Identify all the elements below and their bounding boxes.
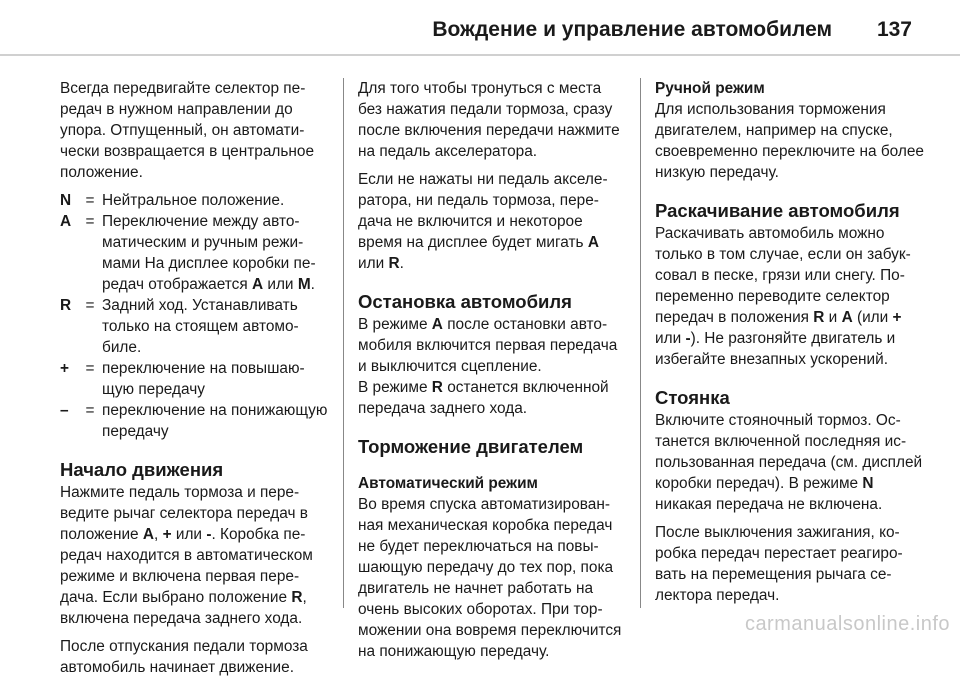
text-run: или bbox=[171, 526, 207, 543]
definition-equals: = bbox=[85, 213, 95, 230]
definition-text bbox=[102, 211, 328, 295]
definition-key: – bbox=[60, 402, 69, 419]
rocking-paragraph bbox=[655, 223, 925, 370]
definition-key: R bbox=[60, 297, 72, 314]
text-run: . Коробка передач находится в автоматическом режиме и включена первая передача. Если выбрано положение bbox=[60, 526, 313, 606]
column-1 bbox=[60, 78, 328, 685]
definition-equals: = bbox=[85, 360, 95, 377]
release-brake-paragraph: После отпускания педали тормоза автомобиль начинает движение. bbox=[60, 638, 308, 676]
text-run: Если не нажаты ни педаль акселератора, ни педаль тормоза, передача не включится и некоторое время на дисплее будет мигать bbox=[358, 171, 608, 251]
heading-stopping: Остановка автомобиля bbox=[358, 291, 572, 312]
heading-start-driving: Начало движения bbox=[60, 459, 224, 480]
parking-paragraph bbox=[655, 410, 925, 515]
column-2 bbox=[358, 78, 626, 669]
text-run: В режиме bbox=[358, 379, 432, 396]
text-run: Раскачивать автомобиль можно только в том случае, если он забуксовал в песке, грязи или снегу. Попеременно переводите селектор передач в положения bbox=[655, 225, 911, 326]
page-number: 137 bbox=[876, 18, 912, 41]
text-run: Нажмите педаль тормоза и переведите рычаг селектора передач в положение bbox=[60, 484, 308, 543]
definition-row-plus bbox=[60, 358, 328, 400]
bold-run: A bbox=[142, 526, 155, 543]
bold-run: R bbox=[431, 379, 443, 396]
header-divider bbox=[0, 54, 960, 56]
heading-parking: Стоянка bbox=[655, 387, 730, 408]
automatic-mode-paragraph: Во время спуска автоматизированная механическая коробка передач не будет переключаться на повышающую передачу до тех пор, пока двигатель не начнет работать на очень высоких оборотах. При торможении она вовремя переключится на понижающую передачу. bbox=[358, 496, 622, 660]
text-run: после остановки автомобиля включится первая передача и выключится сцепление. bbox=[358, 316, 618, 375]
blinking-display-paragraph bbox=[358, 169, 626, 274]
bold-run: A bbox=[587, 234, 599, 251]
heading-rocking: Раскачивание автомобиля bbox=[655, 200, 900, 221]
definition-row-minus bbox=[60, 400, 328, 442]
text-run: Переключение между автоматическим и ручным режимами На дисплее коробки передач отображается bbox=[102, 213, 316, 293]
bold-run: A bbox=[251, 276, 264, 293]
text-run: В режиме bbox=[358, 316, 432, 333]
manual-mode-paragraph: Для использования торможения двигателем, например на спуске, своевременно переключите на более низкую передачу. bbox=[655, 101, 924, 181]
bold-run: - bbox=[685, 330, 691, 347]
definition-key: A bbox=[60, 213, 72, 230]
bold-run: N bbox=[862, 475, 874, 492]
watermark: carmanualsonline.info bbox=[744, 613, 950, 635]
definition-text: переключение на понижающую передачу bbox=[102, 402, 328, 440]
text-run: останется включенной передача заднего хода. bbox=[358, 379, 609, 417]
text-run: , bbox=[154, 526, 163, 543]
column-3 bbox=[655, 78, 925, 613]
definition-key: N bbox=[60, 192, 72, 209]
ignition-off-paragraph: После выключения зажигания, коробка передач перестает реагировать на перемещения рычага селектора передач. bbox=[655, 524, 903, 604]
text-run: и bbox=[824, 309, 842, 326]
bold-run: M bbox=[297, 276, 311, 293]
text-run: или bbox=[358, 255, 389, 272]
bold-run: A bbox=[841, 309, 853, 326]
column-divider bbox=[640, 78, 641, 608]
definition-equals: = bbox=[85, 297, 95, 314]
text-run: или bbox=[263, 276, 298, 293]
text-run: Включите стояночный тормоз. Останется включенной последняя использованная передача (см. дисплей коробки передач). В режиме bbox=[655, 412, 923, 492]
intro-paragraph: Всегда передвигайте селектор передач в нужном направлении до упора. Отпущенный, он автоматически возвращается в центральное положение. bbox=[60, 80, 315, 181]
text-run: (или bbox=[852, 309, 893, 326]
definition-equals: = bbox=[85, 192, 95, 209]
bold-run: + bbox=[892, 309, 902, 326]
stop-mode-a-paragraph bbox=[358, 314, 626, 377]
page-title: Вождение и управление автомобилем bbox=[432, 18, 832, 41]
selector-positions-list bbox=[60, 190, 328, 442]
bold-run: R bbox=[813, 309, 825, 326]
bold-run: R bbox=[291, 589, 303, 606]
page-header bbox=[0, 0, 960, 56]
definition-row-a bbox=[60, 211, 328, 295]
heading-engine-braking: Торможение двигателем bbox=[358, 436, 584, 457]
text-run: или bbox=[655, 330, 686, 347]
subheading-manual-mode: Ручной режим bbox=[655, 80, 765, 97]
definition-equals: = bbox=[85, 402, 95, 419]
definition-text: переключение на повышающую передачу bbox=[102, 360, 305, 398]
bold-run: - bbox=[206, 526, 212, 543]
bold-run: A bbox=[431, 316, 443, 333]
column-divider bbox=[343, 78, 344, 608]
stop-mode-r-paragraph bbox=[358, 377, 626, 419]
subheading-automatic-mode: Автоматический режим bbox=[358, 475, 538, 492]
text-run: ). Не разгоняйте двигатель и избегайте внезапных ускорений. bbox=[655, 330, 896, 368]
bold-run: R bbox=[388, 255, 400, 272]
definition-key: + bbox=[60, 360, 69, 377]
text-run: . bbox=[310, 276, 315, 293]
definition-row-r bbox=[60, 295, 328, 358]
start-without-brake-paragraph: Для того чтобы тронуться с места без нажатия педали тормоза, сразу после включения передачи нажмите на педаль акселератора. bbox=[358, 80, 620, 160]
text-run: , включена передача заднего хода. bbox=[60, 589, 307, 627]
definition-text: Нейтральное положение. bbox=[102, 192, 285, 209]
text-run: . bbox=[399, 255, 404, 272]
bold-run: + bbox=[162, 526, 172, 543]
definition-row-n bbox=[60, 190, 328, 211]
definition-text: Задний ход. Устанавливать только на стоящем автомобиле. bbox=[102, 297, 299, 356]
text-run: никакая передача не включена. bbox=[655, 496, 883, 513]
start-driving-paragraph bbox=[60, 482, 328, 629]
